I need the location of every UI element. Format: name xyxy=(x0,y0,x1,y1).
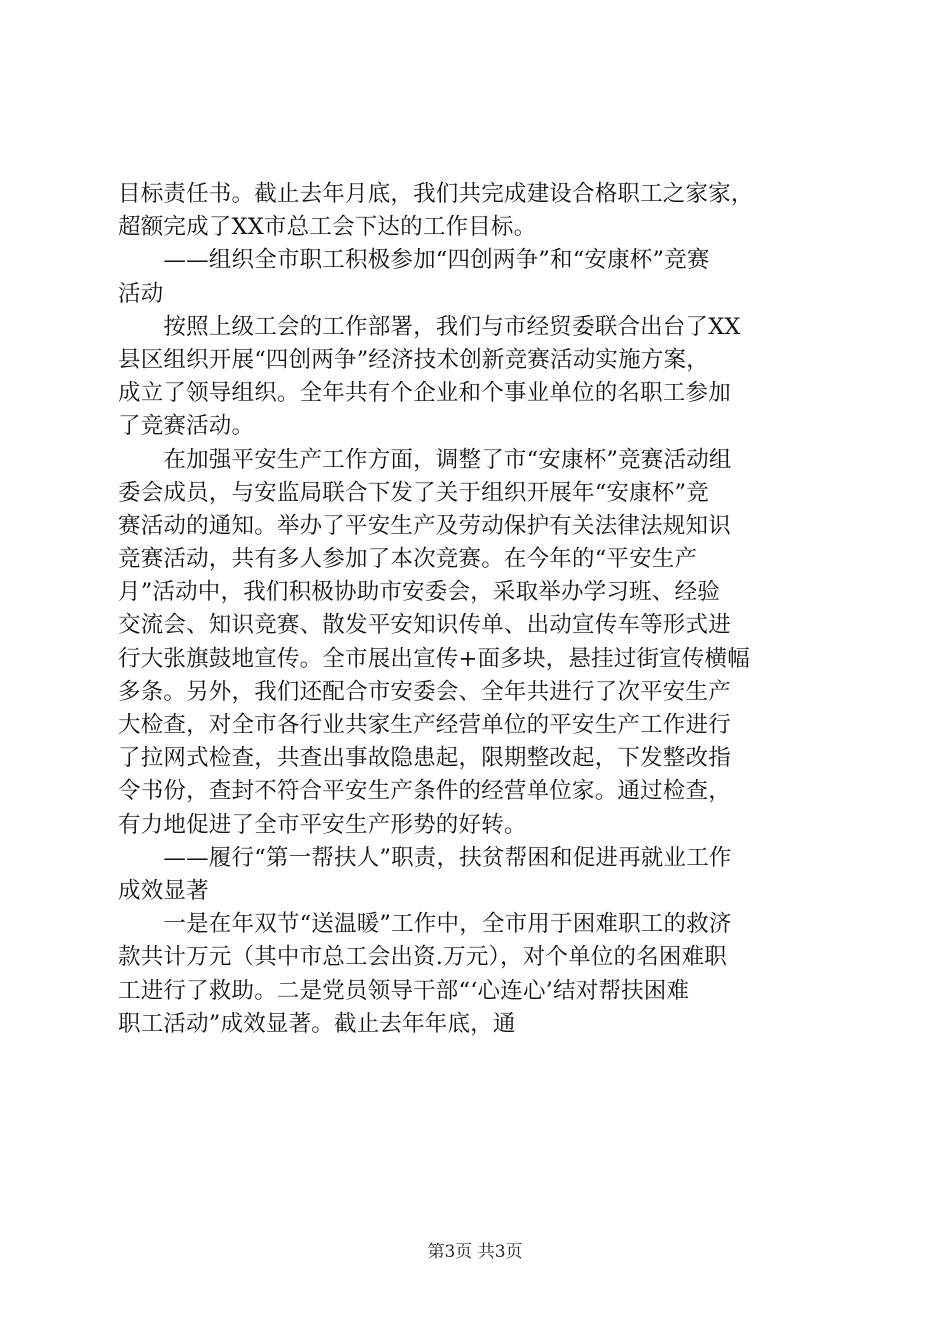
text-line: 交流会、知识竞赛、散发平安知识传单、出动宣传车等形式进 xyxy=(118,612,731,639)
text-line: 大检查，对全市各行业共家生产经营单位的平安生产工作进行 xyxy=(118,712,731,738)
text-line: 赛活动的通知。举办了平安生产及劳动保护有关法律法规知识 xyxy=(118,512,731,539)
text-line: 职工活动”成效显著。截止去年年底，通 xyxy=(118,1010,516,1037)
section-heading: 活动 xyxy=(118,280,164,307)
section-heading: ——组织全市职工积极参加“四创两争”和“安康杯”竞赛 xyxy=(118,247,710,274)
text-line: 超额完成了XX市总工会下达的工作目标。 xyxy=(118,214,537,241)
text-line: 目标责任书。截止去年月底，我们共完成建设合格职工之家家， xyxy=(118,181,754,207)
text-line: 了竞赛活动。 xyxy=(118,413,255,440)
text-line: 工进行了救助。二是党员领导干部“‘心连心’结对帮扶困难 xyxy=(118,977,690,1004)
document-body xyxy=(118,178,834,1041)
text-line: 了拉网式检查，共查出事故隐患起，限期整改起，下发整改指 xyxy=(118,745,731,772)
text-line: 多条。另外，我们还配合市安委会、全年共进行了次平安生产 xyxy=(118,678,731,705)
text-line: 在加强平安生产工作方面，调整了市“安康杯”竞赛活动组 xyxy=(118,446,732,473)
text-line: 行大张旗鼓地宣传。全市展出宣传+面多块，悬挂过街宣传横幅 xyxy=(118,645,750,672)
section-heading: ——履行“第一帮扶人”职责，扶贫帮困和促进再就业工作 xyxy=(118,844,732,871)
text-line: 款共计万元（其中市总工会出资.万元），对个单位的名困难职 xyxy=(118,944,728,971)
text-line: 月”活动中，我们积极协助市安委会，采取举办学习班、经验 xyxy=(118,579,720,606)
text-line: 一是在年双节“送温暖”工作中，全市用于困难职工的救济 xyxy=(118,911,732,938)
text-line: 成立了领导组织。全年共有个企业和个事业单位的名职工参加 xyxy=(118,380,731,407)
section-heading: 成效显著 xyxy=(118,877,209,904)
text-line: 委会成员，与安监局联合下发了关于组织开展年“安康杯”竞 xyxy=(118,479,709,506)
text-line: 令书份，查封不符合平安生产条件的经营单位家。通过检查， xyxy=(118,778,731,805)
page-number-footer: 第3页 共3页 xyxy=(427,1242,523,1262)
text-line: 竞赛活动，共有多人参加了本次竞赛。在今年的“平安生产 xyxy=(118,546,698,573)
text-line: 有力地促进了全市平安生产形势的好转。 xyxy=(118,811,527,838)
text-line: 县区组织开展“四创两争”经济技术创新竞赛活动实施方案， xyxy=(118,346,709,373)
text-line: 按照上级工会的工作部署，我们与市经贸委联合出台了XX xyxy=(118,313,741,340)
